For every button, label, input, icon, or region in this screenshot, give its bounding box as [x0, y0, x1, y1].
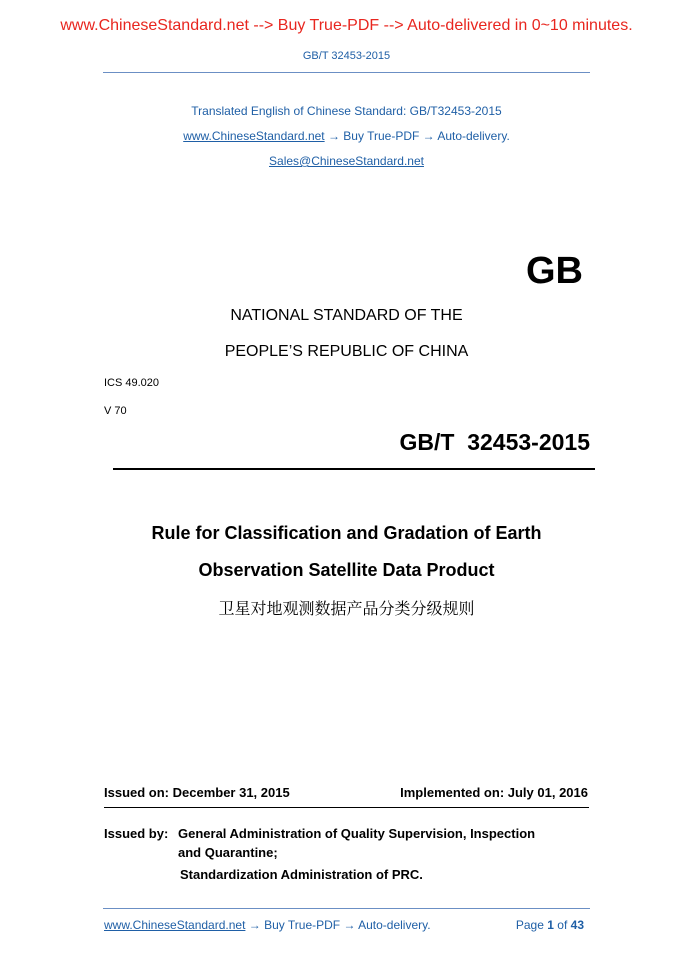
title-chinese: 卫星对地观测数据产品分类分级规则 [218, 601, 475, 618]
buy-text: → Buy True-PDF → Auto-delivery. [324, 129, 510, 143]
title-line-2: Observation Satellite Data Product [198, 560, 495, 580]
page-number: 1 [547, 918, 554, 932]
site-link[interactable]: www.ChineseStandard.net [183, 129, 325, 143]
issued-by-org-2: Standardization Administration of PRC. [180, 867, 423, 882]
page-label: Page [515, 918, 544, 932]
dates-divider [104, 807, 589, 808]
page-indicator [516, 918, 584, 932]
footer-buy-line [104, 918, 431, 932]
translated-buy-line [0, 129, 693, 143]
footer-divider [103, 908, 590, 909]
footer-buy-text: → Buy True-PDF → Auto-delivery. [245, 918, 431, 932]
page-total: 43 [570, 918, 584, 932]
national-line-2: PEOPLE’S REPUBLIC OF CHINA [224, 343, 469, 360]
standard-number-rule [113, 468, 595, 470]
issued-by-org-1b: and Quarantine; [178, 845, 278, 860]
national-line-1: NATIONAL STANDARD OF THE [230, 307, 463, 324]
email-line [0, 154, 693, 168]
implemented-date: Implemented on: July 01, 2016 [400, 785, 588, 800]
issued-by-label: Issued by: [104, 826, 169, 841]
email-link[interactable]: Sales@ChineseStandard.net [269, 154, 424, 168]
standard-number: GB/T 32453-2015 [399, 429, 590, 455]
translated-title: Translated English of Chinese Standard: GB/T32453-2015 [191, 104, 502, 118]
footer-site-link[interactable]: www.ChineseStandard.net [104, 918, 246, 932]
ics-code: ICS 49.020 [104, 377, 160, 389]
issued-by-org-1: General Administration of Quality Supervision, Inspection [178, 826, 536, 841]
v-code: V 70 [104, 405, 127, 417]
top-banner[interactable]: www.ChineseStandard.net --> Buy True-PDF --> Auto-delivered in 0~10 minutes. [60, 17, 633, 34]
title-line-1: Rule for Classification and Gradation of Earth [151, 523, 542, 543]
issued-date: Issued on: December 31, 2015 [104, 785, 290, 800]
of-label: of [557, 918, 568, 932]
gb-logo: GB [526, 250, 583, 292]
header-code: GB/T 32453-2015 [302, 50, 391, 62]
header-divider [103, 72, 590, 73]
